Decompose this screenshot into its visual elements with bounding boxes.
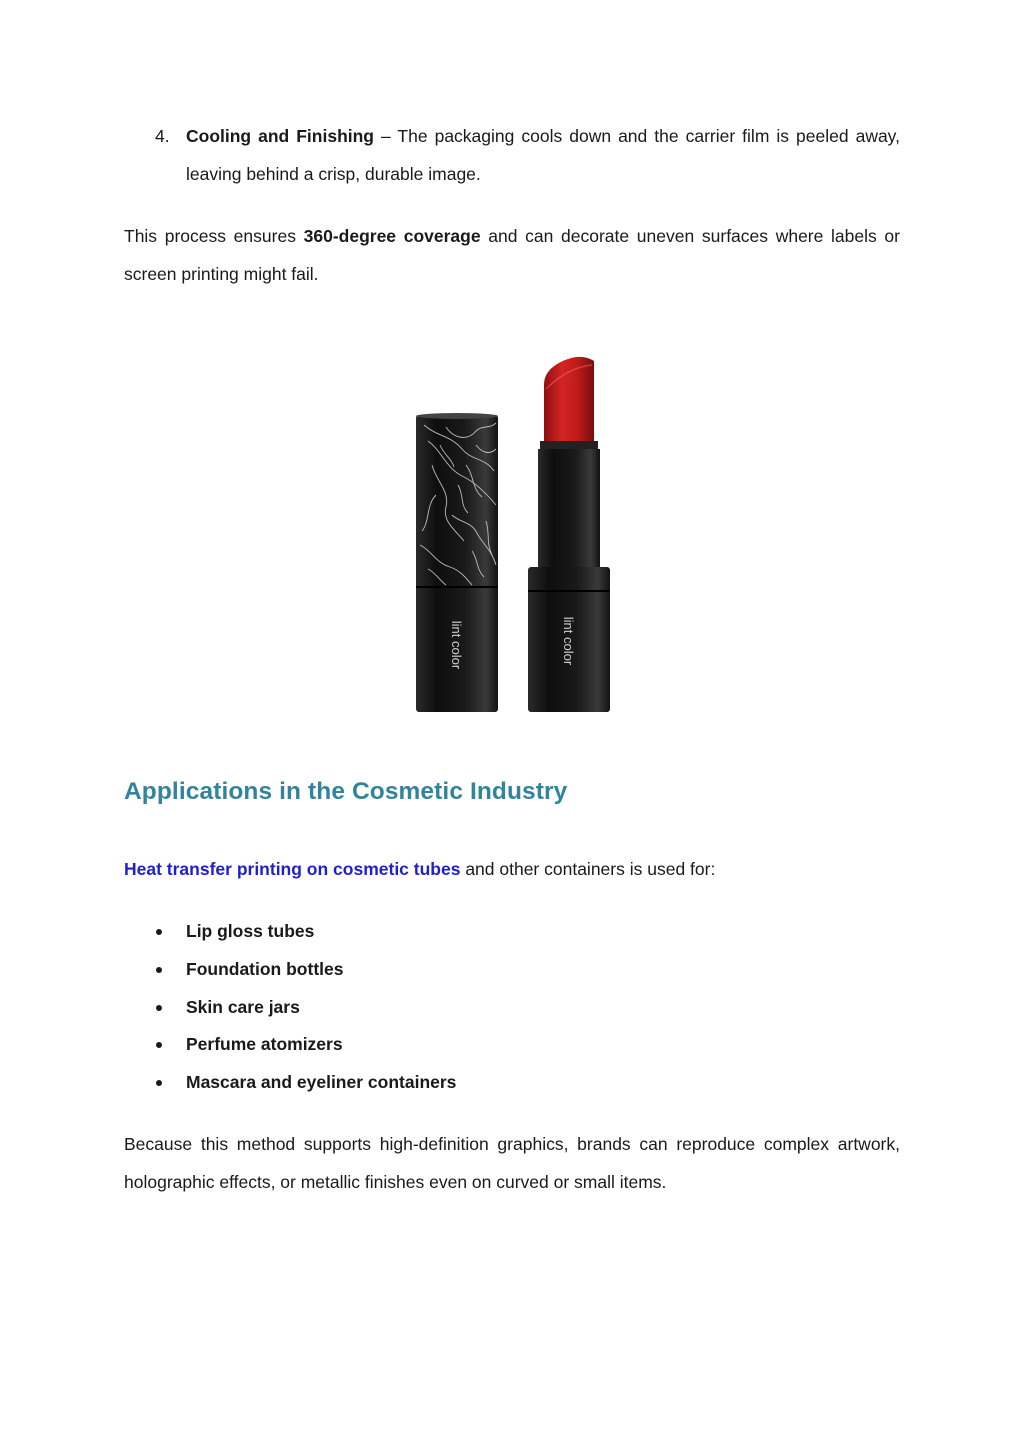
section-heading: Applications in the Cosmetic Industry [124, 778, 568, 805]
list-item [124, 951, 456, 989]
list-item [124, 913, 456, 951]
list-item [124, 989, 456, 1027]
bullet-icon [156, 967, 162, 973]
list-item [124, 1064, 456, 1102]
intro-after: and can decorate uneven surfaces where labels or screen printing might fail. [124, 226, 900, 284]
lipstick-bullet [544, 357, 594, 443]
lipstick-cap [416, 413, 498, 712]
list-item-label: Skin care jars [186, 996, 300, 1017]
step-paragraph [186, 118, 900, 193]
bullet-icon [156, 1005, 162, 1011]
intro-paragraph [124, 218, 900, 293]
lipstick-illustration [406, 345, 618, 717]
bullet-icon [156, 1042, 162, 1048]
applications-list [124, 913, 456, 1102]
list-item-label: Mascara and eyeliner containers [186, 1072, 457, 1093]
step-number: 4. [155, 126, 170, 146]
list-item-label: Perfume atomizers [186, 1034, 343, 1055]
closing-paragraph: Because this method supports high-definition graphics, brands can reproduce complex artwork, holographic effects, or metallic finishes even on curved or small items. [124, 1134, 900, 1192]
brand-right: lint color [561, 616, 576, 666]
bullet-icon [156, 1080, 162, 1086]
list-item [124, 1026, 456, 1064]
list-item-label: Lip gloss tubes [186, 921, 315, 941]
lipstick-image [406, 345, 618, 717]
intro-before: This process ensures [124, 226, 304, 246]
step-text: – The packaging cools down and the carrier film is peeled away, leaving behind a crisp, durable image. [186, 126, 900, 184]
lipstick-base [528, 441, 610, 712]
intro-bold: 360-degree coverage [303, 226, 481, 246]
bullet-icon [156, 929, 162, 935]
step-title: Cooling and Finishing [186, 126, 375, 146]
applications-intro-text: and other containers is used for: [460, 859, 716, 879]
brand-left: lint color [449, 620, 464, 670]
numbered-step [124, 118, 900, 193]
list-item-label: Foundation bottles [186, 958, 344, 979]
heat-transfer-link[interactable]: Heat transfer printing on cosmetic tubes [124, 859, 461, 879]
applications-intro [124, 851, 900, 889]
